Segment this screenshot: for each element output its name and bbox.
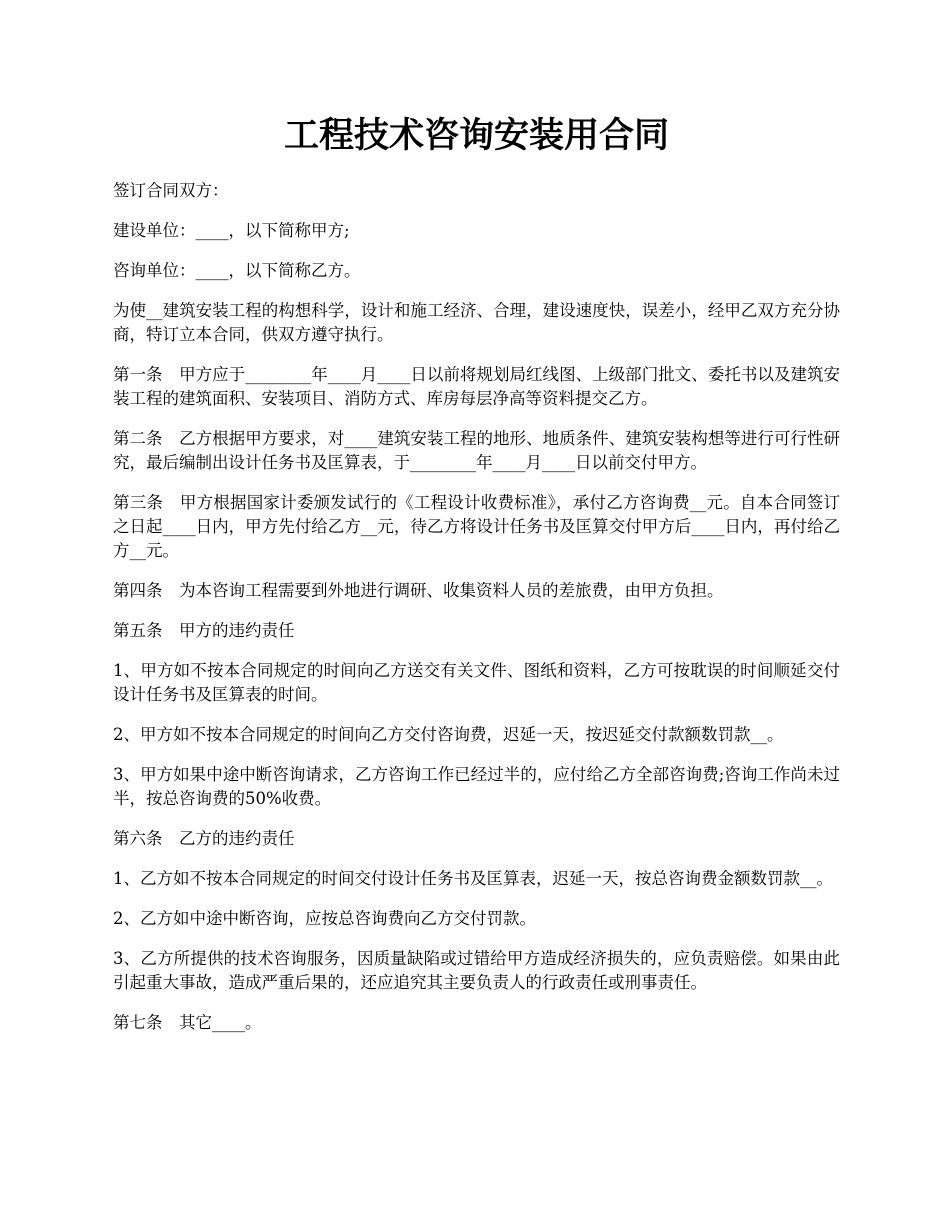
paragraph-article-6-heading: 第六条 乙方的违约责任 [113, 829, 295, 848]
paragraph-article-5-item-1: 1、甲方如不按本合同规定的时间向乙方送交有关文件、图纸和资料，乙方可按耽误的时间顺延交付设计任务书及匡算表的时间。 [113, 661, 840, 704]
paragraph-article-5-item-2: 2、甲方如不按本合同规定的时间向乙方交付咨询费，迟延一天，按迟延交付款额数罚款__。 [113, 725, 784, 744]
paragraph-preamble: 为使__建筑安装工程的构想科学，设计和施工经济、合理，建设速度快，误差小，经甲乙双方充分协商，特订立本合同，供双方遵守执行。 [113, 301, 840, 344]
paragraph-article-3: 第三条 甲方根据国家计委颁发试行的《工程设计收费标准》，承付乙方咨询费__元。自本合同签订之日起____日内，甲方先付给乙方__元，待乙方将设计任务书及匡算交付甲方后____日内，再付给乙方__元。 [113, 493, 840, 560]
paragraph-article-2: 第二条 乙方根据甲方要求，对____建筑安装工程的地形、地质条件、建筑安装构想等进行可行性研究，最后编制出设计任务书及匡算表，于________年____月____日以前交付甲方。 [113, 429, 840, 472]
paragraph-article-6-item-3: 3、乙方所提供的技术咨询服务，因质量缺陷或过错给甲方造成经济损失的，应负责赔偿。如果由此引起重大事故，造成严重后果的，还应追究其主要负责人的行政责任或刑事责任。 [113, 949, 840, 992]
paragraph-party-b: 咨询单位：____，以下简称乙方。 [113, 261, 361, 280]
paragraph-party-a: 建设单位：____，以下简称甲方; [113, 221, 350, 240]
paragraph-article-6-item-1: 1、乙方如不按本合同规定的时间交付设计任务书及匡算表，迟延一天，按总咨询费金额数罚款__。 [113, 869, 833, 888]
paragraph-article-4: 第四条 为本咨询工程需要到外地进行调研、收集资料人员的差旅费，由甲方负担。 [113, 581, 724, 600]
document-body [113, 179, 840, 1035]
document-title: 工程技术咨询安装用合同 [283, 115, 669, 156]
paragraph-article-6-item-2: 2、乙方如中途中断咨询，应按总咨询费向乙方交付罚款。 [113, 909, 536, 928]
paragraph-article-1: 第一条 甲方应于________年____月____日以前将规划局红线图、上级部门批文、委托书以及建筑安装工程的建筑面积、安装项目、消防方式、库房每层净高等资料提交乙方。 [113, 365, 840, 408]
paragraph-parties-heading: 签订合同双方： [113, 181, 229, 200]
paragraph-article-7: 第七条 其它____。 [113, 1013, 262, 1032]
paragraph-article-5-item-3: 3、甲方如果中途中断咨询请求，乙方咨询工作已经过半的，应付给乙方全部咨询费;咨询工作尚未过半，按总咨询费的50%收费。 [113, 765, 840, 808]
paragraph-article-5-heading: 第五条 甲方的违约责任 [113, 621, 295, 640]
